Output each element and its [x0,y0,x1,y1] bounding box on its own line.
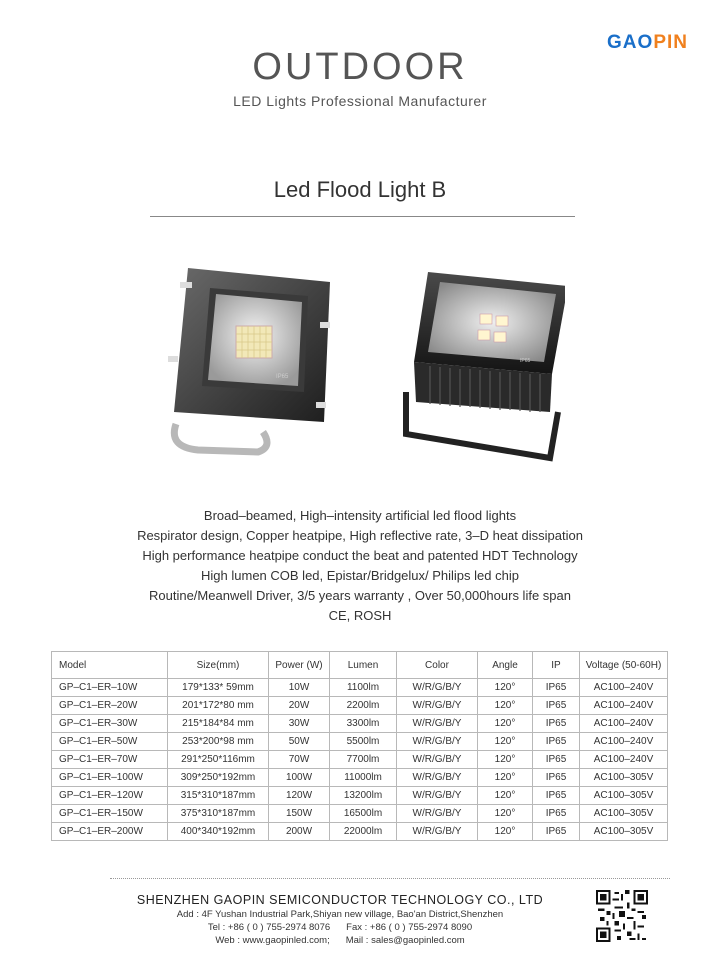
table-row [52,697,668,715]
cell-angle: 120° [478,751,533,769]
cell-angle: 120° [478,769,533,787]
header-angle: Angle [478,652,533,679]
brand-logo-part2: PIN [653,32,688,53]
cell-angle: 120° [478,697,533,715]
cell-model: GP–C1–ER–20W [52,697,168,715]
header-color: Color [397,652,478,679]
cell-model: GP–C1–ER–200W [52,823,168,841]
cell-model: GP–C1–ER–100W [52,769,168,787]
cell-lumen: 13200lm [330,787,397,805]
description-line: High performance heatpipe conduct the beat and patented HDT Technology [142,548,578,563]
header-power: Power (W) [269,652,330,679]
cell-ip: IP65 [533,751,580,769]
title-divider [150,216,575,217]
cell-color: W/R/G/B/Y [397,697,478,715]
cell-model: GP–C1–ER–50W [52,733,168,751]
header-voltage: Voltage (50-60H) [580,652,668,679]
flood-light-front-image [158,262,343,462]
contact-phone [110,922,570,933]
website-text: Web : www.gaopinled.com; [215,935,330,946]
description-line: CE, ROSH [328,608,392,623]
cell-lumen: 5500lm [330,733,397,751]
cell-power: 200W [269,823,330,841]
fax-text: Fax : +86 ( 0 ) 755-2974 8090 [346,922,473,933]
cell-voltage: AC100–305V [580,769,668,787]
cell-voltage: AC100–240V [580,751,668,769]
cell-power: 70W [269,751,330,769]
cell-voltage: AC100–305V [580,805,668,823]
cell-ip: IP65 [533,697,580,715]
description-line: Routine/Meanwell Driver, 3/5 years warranty , Over 50,000hours life span [149,588,571,603]
spec-table-header-row [52,652,668,679]
cell-model: GP–C1–ER–30W [52,715,168,733]
table-row [52,769,668,787]
product-description [0,506,720,626]
cell-ip: IP65 [533,715,580,733]
cell-lumen: 16500lm [330,805,397,823]
cell-model: GP–C1–ER–10W [52,679,168,697]
cell-model: GP–C1–ER–70W [52,751,168,769]
footer-divider [110,878,670,879]
cell-size: 375*310*187mm [168,805,269,823]
cell-size: 315*310*187mm [168,787,269,805]
cell-size: 400*340*192mm [168,823,269,841]
description-line: Respirator design, Copper heatpipe, High reflective rate, 3–D heat dissipation [137,528,583,543]
cell-angle: 120° [478,733,533,751]
cell-lumen: 1100lm [330,679,397,697]
flood-light-back-image [400,262,565,467]
cell-size: 253*200*98 mm [168,733,269,751]
description-line: Broad–beamed, High–intensity artificial led flood lights [203,508,517,523]
header-model: Model [52,652,168,679]
cell-color: W/R/G/B/Y [397,787,478,805]
cell-color: W/R/G/B/Y [397,715,478,733]
cell-power: 20W [269,697,330,715]
cell-voltage: AC100–240V [580,733,668,751]
cell-lumen: 7700lm [330,751,397,769]
cell-color: W/R/G/B/Y [397,805,478,823]
mail-text: Mail : sales@gaopinled.com [345,935,465,946]
cell-lumen: 11000lm [330,769,397,787]
table-row [52,679,668,697]
cell-color: W/R/G/B/Y [397,823,478,841]
brand-logo-part1: GAO [607,32,654,53]
cell-power: 100W [269,769,330,787]
cell-color: W/R/G/B/Y [397,769,478,787]
cell-power: 30W [269,715,330,733]
product-title: Led Flood Light B [273,177,447,202]
cell-color: W/R/G/B/Y [397,733,478,751]
company-address: Add : 4F Yushan Industrial Park,Shiyan new village, Bao'an District,Shenzhen [176,909,504,920]
cell-size: 291*250*116mm [168,751,269,769]
cell-ip: IP65 [533,787,580,805]
header-lumen: Lumen [330,652,397,679]
cell-size: 215*184*84 mm [168,715,269,733]
table-row [52,805,668,823]
cell-voltage: AC100–240V [580,679,668,697]
back-ip-badge: IP65 [520,358,531,364]
cell-model: GP–C1–ER–150W [52,805,168,823]
cell-ip: IP65 [533,769,580,787]
header-ip: IP [533,652,580,679]
cell-color: W/R/G/B/Y [397,751,478,769]
cell-voltage: AC100–240V [580,715,668,733]
cell-size: 201*172*80 mm [168,697,269,715]
cell-angle: 120° [478,805,533,823]
cell-size: 179*133* 59mm [168,679,269,697]
cell-angle: 120° [478,679,533,697]
page-subtitle: LED Lights Professional Manufacturer [233,93,487,109]
cell-angle: 120° [478,823,533,841]
cell-lumen: 2200lm [330,697,397,715]
spec-table [51,651,668,841]
cell-power: 150W [269,805,330,823]
cell-size: 309*250*192mm [168,769,269,787]
contact-web [110,935,570,946]
cell-lumen: 3300lm [330,715,397,733]
qr-code-icon [596,890,648,942]
cell-ip: IP65 [533,733,580,751]
cell-power: 50W [269,733,330,751]
cell-voltage: AC100–305V [580,823,668,841]
description-line: High lumen COB led, Epistar/Bridgelux/ Philips led chip [201,568,519,583]
cell-ip: IP65 [533,805,580,823]
cell-ip: IP65 [533,823,580,841]
front-ip-badge: IP65 [276,374,289,380]
company-name: SHENZHEN GAOPIN SEMICONDUCTOR TECHNOLOGY CO., LTD [136,893,544,907]
cell-voltage: AC100–305V [580,787,668,805]
cell-voltage: AC100–240V [580,697,668,715]
cell-model: GP–C1–ER–120W [52,787,168,805]
cell-color: W/R/G/B/Y [397,679,478,697]
cell-angle: 120° [478,787,533,805]
table-row [52,823,668,841]
header-size: Size(mm) [168,652,269,679]
cell-lumen: 22000lm [330,823,397,841]
table-row [52,751,668,769]
cell-ip: IP65 [533,679,580,697]
cell-power: 120W [269,787,330,805]
table-row [52,787,668,805]
page-title: OUTDOOR [252,46,468,88]
table-row [52,733,668,751]
tel-text: Tel : +86 ( 0 ) 755-2974 8076 [207,922,331,933]
table-row [52,715,668,733]
cell-angle: 120° [478,715,533,733]
cell-power: 10W [269,679,330,697]
